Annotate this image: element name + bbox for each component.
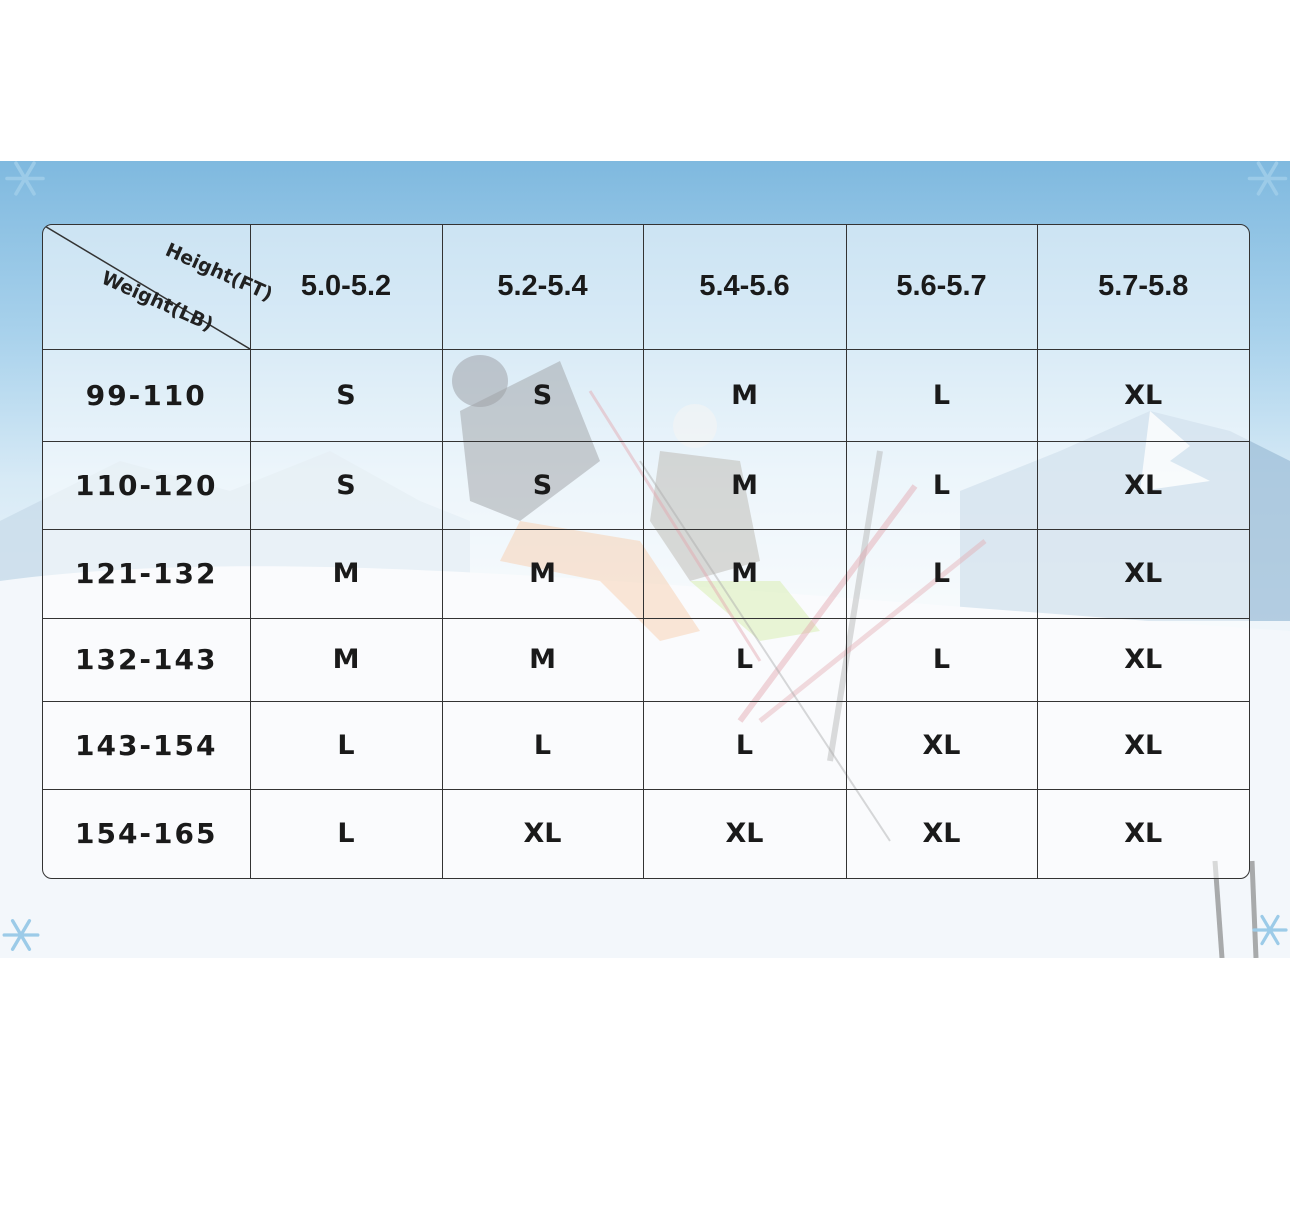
row-header: 99-110 [43,349,250,441]
row-header: 132-143 [43,618,250,701]
size-cell: XL [1037,349,1249,441]
table-row [43,618,1249,701]
size-cell: M [643,529,846,618]
table-row [43,441,1249,529]
size-cell: M [643,349,846,441]
row-header: 121-132 [43,529,250,618]
size-cell: L [643,618,846,701]
height-axis-label: Height(FT) [162,239,276,306]
size-cell: XL [846,789,1037,878]
table-row [43,789,1249,878]
table-row [43,701,1249,789]
size-cell: XL [1037,789,1249,878]
table-row [43,349,1249,441]
size-cell: M [442,618,643,701]
snowflake-icon [1250,905,1290,955]
size-cell: L [250,701,442,789]
size-cell: XL [1037,441,1249,529]
column-header: 5.6-5.7 [846,225,1037,349]
size-cell: M [643,441,846,529]
header-row [43,225,1249,349]
size-cell: L [846,618,1037,701]
size-cell: S [442,441,643,529]
column-header: 5.4-5.6 [643,225,846,349]
size-cell: S [250,441,442,529]
size-chart-table [42,224,1250,879]
column-header: 5.2-5.4 [442,225,643,349]
size-cell: XL [643,789,846,878]
size-cell: XL [1037,618,1249,701]
size-cell: M [250,529,442,618]
row-header: 154-165 [43,789,250,878]
size-cell: XL [1037,529,1249,618]
table-row [43,529,1249,618]
size-cell: S [442,349,643,441]
snowflake-icon [0,912,42,958]
size-cell: XL [1037,701,1249,789]
column-header: 5.7-5.8 [1037,225,1249,349]
size-cell: S [250,349,442,441]
size-cell: L [846,441,1037,529]
size-cell: L [846,529,1037,618]
size-cell: L [846,349,1037,441]
weight-axis-label: Weight(LB) [98,267,217,336]
snowflake-icon [1245,156,1290,201]
size-cell: L [643,701,846,789]
size-cell: XL [442,789,643,878]
column-header: 5.0-5.2 [250,225,442,349]
row-header: 143-154 [43,701,250,789]
size-cell: M [250,618,442,701]
corner-cell [43,225,276,349]
size-cell: M [442,529,643,618]
row-header: 110-120 [43,441,250,529]
snowflake-icon [0,156,50,201]
size-cell: XL [846,701,1037,789]
size-cell: L [442,701,643,789]
size-cell: L [250,789,442,878]
